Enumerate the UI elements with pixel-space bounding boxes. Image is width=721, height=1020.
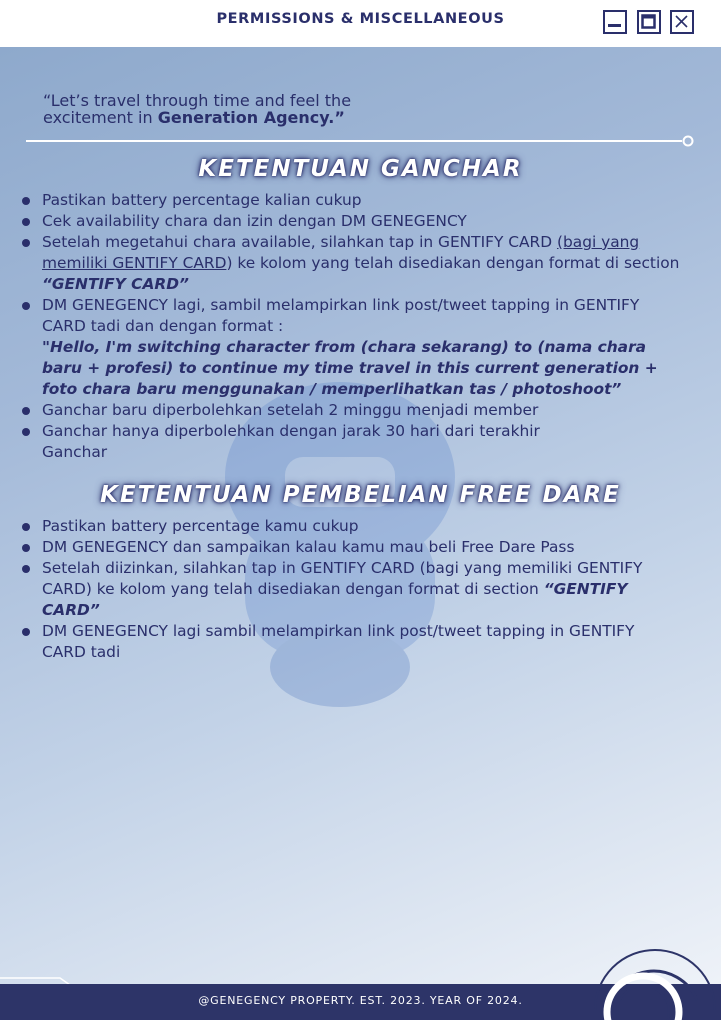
list-item-text: Ganchar hanya diperbolehkan dengan jarak 30 hari dari terakhir Ganchar (42, 422, 540, 461)
ganchar-rules-list (20, 190, 680, 463)
quote-line-1: “Let’s travel through time and feel the (43, 91, 352, 110)
list-item-text: ) ke kolom yang telah disediakan dengan format di section (226, 254, 680, 272)
list-item-text: DM GENEGENCY dan sampaikan kalau kamu mau beli Free Dare Pass (42, 538, 575, 556)
heading-ketentuan-ganchar: KETENTUAN GANCHAR (198, 156, 523, 182)
list-item-text: DM GENEGENCY lagi, sambil melampirkan link post/tweet tapping in GENTIFY CARD tadi dan dengan format : (42, 296, 640, 335)
list-item-text: Setelah megetahui chara available, silahkan tap in GENTIFY CARD (42, 233, 557, 251)
format-template-text: "Hello, I'm switching character from (chara sekarang) to (nama chara baru + profesi) to continue my time travel in this current generation + foto chara baru menggunakan / memperlihatkan tas / photoshoot” (42, 338, 658, 398)
close-button[interactable] (670, 10, 694, 34)
title-bar (0, 0, 721, 47)
heading-ketentuan-pembelian-free-dare: KETENTUAN PEMBELIAN FREE DARE (100, 482, 621, 508)
free-dare-rules-list (20, 516, 680, 663)
list-item-text: Pastikan battery percentage kamu cukup (42, 517, 359, 535)
section-reference: “GENTIFY CARD” (42, 580, 628, 619)
list-item (20, 295, 680, 400)
orbit-ring-decoration-icon (585, 930, 721, 1020)
list-item-text: Ganchar baru diperbolehkan setelah 2 minggu menjadi member (42, 401, 539, 419)
underlined-text: (bagi yang memiliki GENTIFY CARD (42, 233, 640, 272)
quote-line-2 (43, 109, 643, 126)
divider-line (26, 133, 698, 149)
list-item (20, 211, 680, 232)
maximize-button[interactable] (637, 10, 661, 34)
list-item (20, 558, 680, 621)
section-reference: “GENTIFY CARD” (42, 275, 189, 293)
minimize-button[interactable] (603, 10, 627, 34)
quote-line-2-prefix: excitement in (43, 108, 158, 127)
list-item-text: DM GENEGENCY lagi sambil melampirkan link post/tweet tapping in GENTIFY CARD tadi (42, 622, 635, 661)
list-item (20, 190, 680, 211)
list-item (20, 232, 680, 295)
minimize-icon (605, 12, 624, 31)
list-item-text: Pastikan battery percentage kalian cukup (42, 191, 362, 209)
intro-quote (43, 92, 643, 126)
footer-copyright: @GENEGENCY PROPERTY. EST. 2023. YEAR OF 2024. (198, 994, 523, 1007)
close-icon (672, 12, 691, 31)
content-panel (0, 47, 721, 984)
list-item (20, 621, 680, 663)
quote-highlight: Generation Agency.” (157, 108, 345, 127)
list-item-text: Cek availability chara dan izin dengan DM GENEGENCY (42, 212, 467, 230)
page-title: PERMISSIONS & MISCELLANEOUS (216, 11, 505, 27)
list-item (20, 400, 680, 421)
list-item-text: Setelah diizinkan, silahkan tap in GENTIFY CARD (bagi yang memiliki GENTIFY CARD) ke kolom yang telah disediakan dengan format di section (42, 559, 643, 598)
maximize-icon (639, 12, 658, 31)
list-item (20, 516, 680, 537)
list-item (20, 537, 680, 558)
list-item (20, 421, 680, 463)
